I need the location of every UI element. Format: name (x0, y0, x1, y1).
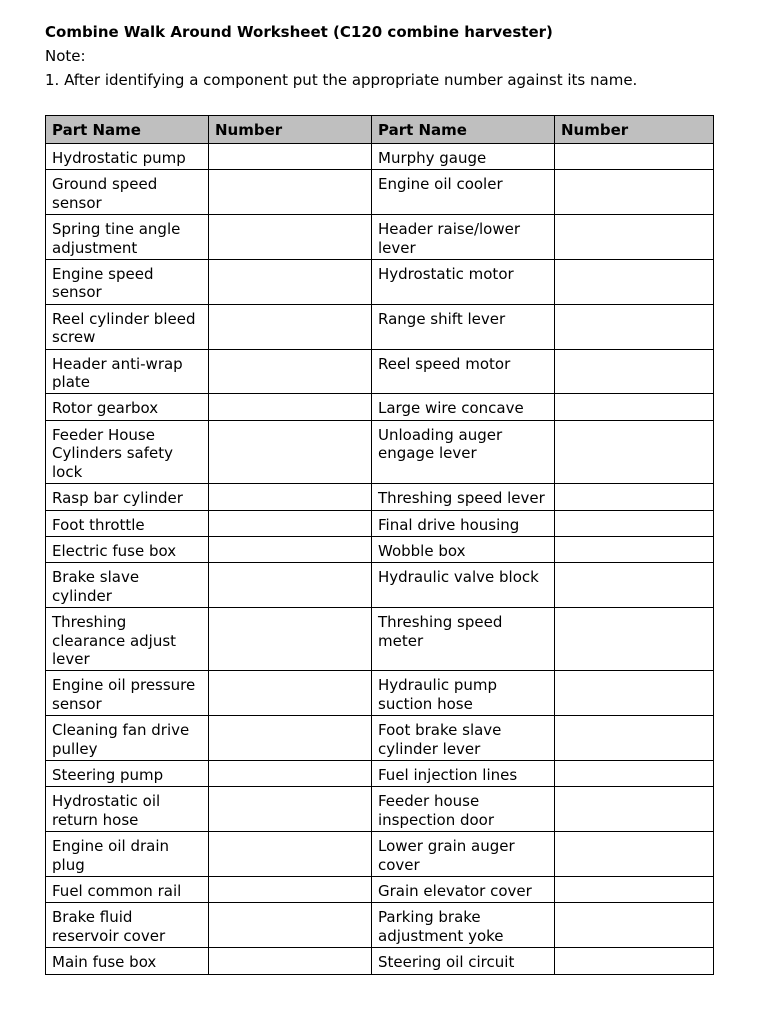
part-name-cell: Rotor gearbox (46, 394, 209, 420)
part-name-cell: Threshing speed lever (372, 484, 555, 510)
part-name-cell: Large wire concave (372, 394, 555, 420)
number-cell[interactable] (209, 394, 372, 420)
number-cell[interactable] (209, 787, 372, 832)
table-row (46, 948, 714, 974)
number-cell[interactable] (555, 608, 714, 671)
table-row (46, 349, 714, 394)
part-name-cell: Ground speed sensor (46, 170, 209, 215)
instruction-text: 1. After identifying a component put the appropriate number against its name. (45, 71, 638, 89)
number-cell[interactable] (555, 484, 714, 510)
table-row (46, 420, 714, 483)
part-name-cell: Hydrostatic oil return hose (46, 787, 209, 832)
number-cell[interactable] (555, 948, 714, 974)
number-cell[interactable] (209, 948, 372, 974)
number-cell[interactable] (209, 832, 372, 877)
part-name-cell: Lower grain auger cover (372, 832, 555, 877)
number-cell[interactable] (209, 608, 372, 671)
number-cell[interactable] (555, 510, 714, 536)
part-name-cell: Fuel injection lines (372, 760, 555, 786)
parts-table-body (46, 144, 714, 975)
part-name-cell: Unloading auger engage lever (372, 420, 555, 483)
number-cell[interactable] (209, 484, 372, 510)
part-name-cell: Hydraulic valve block (372, 563, 555, 608)
number-cell[interactable] (555, 420, 714, 483)
part-name-cell: Header anti-wrap plate (46, 349, 209, 394)
part-name-cell: Engine oil cooler (372, 170, 555, 215)
number-cell[interactable] (555, 787, 714, 832)
table-row (46, 304, 714, 349)
number-cell[interactable] (209, 671, 372, 716)
part-name-cell: Hydrostatic pump (46, 144, 209, 170)
part-name-cell: Spring tine angle adjustment (46, 215, 209, 260)
table-row (46, 832, 714, 877)
number-cell[interactable] (209, 349, 372, 394)
table-row (46, 608, 714, 671)
table-row (46, 510, 714, 536)
part-name-cell: Steering oil circuit (372, 948, 555, 974)
table-row (46, 716, 714, 761)
number-cell[interactable] (209, 510, 372, 536)
part-name-cell: Grain elevator cover (372, 877, 555, 903)
part-name-cell: Brake fluid reservoir cover (46, 903, 209, 948)
part-name-cell: Header raise/lower lever (372, 215, 555, 260)
part-name-cell: Engine oil drain plug (46, 832, 209, 877)
part-name-cell: Engine oil pressure sensor (46, 671, 209, 716)
table-row (46, 170, 714, 215)
part-name-cell: Wobble box (372, 536, 555, 562)
number-cell[interactable] (555, 349, 714, 394)
number-cell[interactable] (209, 215, 372, 260)
table-header-row (46, 116, 714, 144)
number-cell[interactable] (209, 563, 372, 608)
parts-table (45, 115, 714, 975)
table-row (46, 903, 714, 948)
part-name-cell: Electric fuse box (46, 536, 209, 562)
header-part-name-right: Part Name (372, 116, 555, 144)
number-cell[interactable] (555, 832, 714, 877)
part-name-cell: Engine speed sensor (46, 260, 209, 305)
part-name-cell: Murphy gauge (372, 144, 555, 170)
table-row (46, 760, 714, 786)
part-name-cell: Feeder house inspection door (372, 787, 555, 832)
header-number-right: Number (555, 116, 714, 144)
number-cell[interactable] (209, 420, 372, 483)
number-cell[interactable] (555, 170, 714, 215)
table-row (46, 787, 714, 832)
number-cell[interactable] (555, 536, 714, 562)
table-row (46, 877, 714, 903)
number-cell[interactable] (555, 671, 714, 716)
note-label: Note: (45, 47, 86, 65)
number-cell[interactable] (555, 394, 714, 420)
number-cell[interactable] (209, 304, 372, 349)
table-row (46, 484, 714, 510)
number-cell[interactable] (555, 760, 714, 786)
table-row (46, 260, 714, 305)
part-name-cell: Rasp bar cylinder (46, 484, 209, 510)
part-name-cell: Range shift lever (372, 304, 555, 349)
worksheet-title: Combine Walk Around Worksheet (C120 combine harvester) (45, 23, 553, 41)
number-cell[interactable] (209, 760, 372, 786)
table-row (46, 536, 714, 562)
number-cell[interactable] (209, 260, 372, 305)
number-cell[interactable] (555, 716, 714, 761)
part-name-cell: Main fuse box (46, 948, 209, 974)
table-row (46, 563, 714, 608)
number-cell[interactable] (209, 144, 372, 170)
part-name-cell: Feeder House Cylinders safety lock (46, 420, 209, 483)
part-name-cell: Hydrostatic motor (372, 260, 555, 305)
part-name-cell: Foot throttle (46, 510, 209, 536)
number-cell[interactable] (555, 877, 714, 903)
number-cell[interactable] (209, 903, 372, 948)
part-name-cell: Final drive housing (372, 510, 555, 536)
number-cell[interactable] (555, 903, 714, 948)
part-name-cell: Fuel common rail (46, 877, 209, 903)
header-part-name-left: Part Name (46, 116, 209, 144)
part-name-cell: Cleaning fan drive pulley (46, 716, 209, 761)
part-name-cell: Foot brake slave cylinder lever (372, 716, 555, 761)
part-name-cell: Hydraulic pump suction hose (372, 671, 555, 716)
part-name-cell: Steering pump (46, 760, 209, 786)
table-row (46, 215, 714, 260)
table-row (46, 671, 714, 716)
number-cell[interactable] (209, 877, 372, 903)
part-name-cell: Reel cylinder bleed screw (46, 304, 209, 349)
worksheet-page (45, 20, 713, 972)
part-name-cell: Parking brake adjustment yoke (372, 903, 555, 948)
number-cell[interactable] (209, 170, 372, 215)
part-name-cell: Brake slave cylinder (46, 563, 209, 608)
number-cell[interactable] (555, 260, 714, 305)
part-name-cell: Threshing speed meter (372, 608, 555, 671)
number-cell[interactable] (555, 215, 714, 260)
part-name-cell: Reel speed motor (372, 349, 555, 394)
number-cell[interactable] (209, 716, 372, 761)
table-row (46, 394, 714, 420)
number-cell[interactable] (555, 304, 714, 349)
header-number-left: Number (209, 116, 372, 144)
part-name-cell: Threshing clearance adjust lever (46, 608, 209, 671)
number-cell[interactable] (555, 144, 714, 170)
number-cell[interactable] (555, 563, 714, 608)
table-row (46, 144, 714, 170)
number-cell[interactable] (209, 536, 372, 562)
